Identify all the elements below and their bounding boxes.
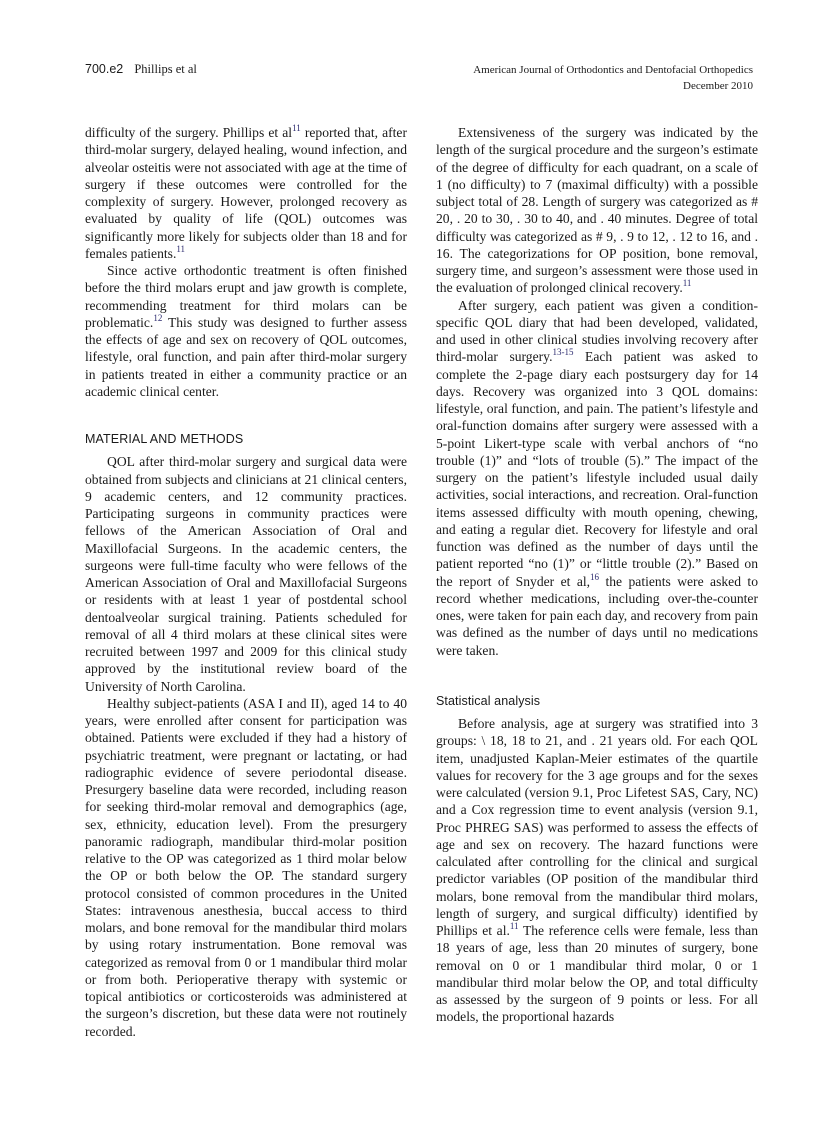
- paragraph: QOL after third-molar surgery and surgical data were obtained from subjects and clinicians at 21 clinical centers, 9 academic centers, and 12 community practices. Participating surgeons in community practices were fellows of the American Association of Oral and Maxillofacial Surgeons. In the academic centers, the surgeons were full-time faculty who were fellows of the American Association of Oral and Maxillofacial Surgeons or residents with at least 1 year of postdental school dentoalveolar surgical training. Patients scheduled for removal of all 4 third molars at these clinical sites were recruited between 1997 and 2009 for this clinical study approved by the institutional review board of the University of North Carolina.: [85, 454, 407, 694]
- page-number: 700.e2: [85, 62, 124, 76]
- running-header-left: [85, 62, 197, 77]
- issue-date: December 2010: [683, 80, 753, 92]
- paragraph: After surgery, each patient was given a condition-specific QOL diary that had been developed, validated, and used in other clinical studies involving recovery after third-molar surgery.$^{13-15}$ Each patient was asked to complete the 2-page diary each postsurgery day for 14 days. Recovery was organized into 3 QOL domains: lifestyle, oral function, and pain. The patient’s lifestyle and oral-function domains after surgery were assessed with a 5-point Likert-type scale with verbal anchors of “no trouble (1)” and “lots of trouble (5).” The impact of the surgery on the patient’s lifestyle included usual daily activities, social interactions, and recreation. Oral-function items assessed difficulty with mouth opening, chewing, and eating a regular diet. Recovery for lifestyle and oral function was defined as the number of days until the patient reported “no (1)” or “little trouble (2).” Based on the report of Snyder et al,$^{16}$ the patients were asked to record whether medications, including over-the-counter ones, were taken for pain each day, and recovery from pain was defined as the number of days until no medications were taken.: [436, 297, 758, 658]
- citation-link[interactable]: 11: [292, 123, 301, 133]
- running-authors: Phillips et al: [134, 62, 197, 76]
- citation-link[interactable]: 11: [682, 278, 692, 289]
- paragraph: Before analysis, age at surgery was stratified into 3 groups: \ 18, 18 to 21, and . 21 years old. For each QOL item, unadjusted Kaplan-Meier estimates of the quartile values for recovery for the 3 age groups and for the sexes were calculated (version 9.1, Proc Lifetest SAS, Cary, NC) and a Cox regression time to event analysis (version 9.1, Proc PHREG SAS) was performed to assess the effects of age and sex on recovery. The hazard functions were calculated after controlling for the clinical and surgical predictor variables (OP position of the mandibular third molars, bone removal from the mandibular third molars, length of surgery, and surgical difficulty) identified by Phillips et al.$^{11}$ The reference cells were female, less than 18 years of age, less than 20 minutes of surgery, bone removal on 0 or 1 mandibular third molar, 0 or 1 mandibular third molar below the OP, and total difficulty as assessed by the surgeon of 9 points or less. For all models, the proportional hazards: [436, 716, 759, 1025]
- paragraph: Since active orthodontic treatment is often finished before the third molars erupt and jaw growth is complete, recommending treatment for third molars can be problematic.$^{12}$ This study was designed to further assess the effects of age and sex on recovery of QOL outcomes, lifestyle, oral function, and pain after third-molar surgery in patients treated in either a community practice or an academic clinical center.: [85, 263, 407, 399]
- paragraph: Healthy subject-patients (ASA I and II), aged 14 to 40 years, were enrolled after consent for participation was obtained. Patients were excluded if they had a history of psychiatric treatment, were pregnant or lactating, or had radiographic evidence of severe periodontal disease. Presurgery baseline data were recorded, including reason for seeking third-molar removal and demographics (age, sex, ethnicity, education level). From the presurgery panoramic radiograph, mandibular third-molar position relative to the OP was categorized as 1 third molar below the OP or both below the OP. The standard surgery protocol consisted of common procedures in the United States: intravenous anesthesia, buccal access to third molars, and bone removal for the mandibular third molars by using rotary instrumentation. Bone removal was categorized as removal from 0 or 1 mandibular third molar or from both. Perioperative therapy with systemic or topical antibiotics or corticosteroids was administered at the surgeon’s discretion, but these data were not routinely recorded.: [85, 695, 407, 1039]
- citation-link[interactable]: 13-15: [552, 347, 574, 358]
- right-column: [436, 124, 758, 1026]
- citation-link[interactable]: 11: [509, 921, 519, 931]
- citation-link[interactable]: 11: [176, 243, 186, 254]
- paragraph: difficulty of the surgery. Phillips et $al^{11}$ reported that, after third-molar surgery, delayed healing, wound infection, and alveolar osteitis were not associated with age at the time of surgery if these outcomes were controlled for the complexity of surgery. However, prolonged recovery as evaluated by quality of life (QOL) outcomes was significantly more likely for subjects older than 18 and for females patients.$^{11}$: [85, 123, 407, 261]
- citation-link[interactable]: 12: [153, 312, 163, 323]
- journal-title: American Journal of Orthodontics and Dentofacial Orthopedics: [473, 64, 753, 76]
- left-column: [85, 124, 407, 1040]
- paragraph: Extensiveness of the surgery was indicated by the length of the surgical procedure and the surgeon’s estimate of the degree of difficulty for each quadrant, on a scale of 1 (no difficulty) to 7 (maximal difficulty) with a possible subject total of 28. Length of surgery was categorized as # 20, . 20 to 30, . 30 to 40, and . 40 minutes. Degree of total difficulty was categorized as # 9, . 9 to 12, . 12 to 16, and . 16. The categorizations for OP position, bone removal, surgery time, and surgeon’s assessment were those used in the evaluation of prolonged clinical recovery.$^{11}$: [436, 125, 758, 296]
- running-header-right: [473, 62, 753, 94]
- section-heading: MATERIAL AND METHODS: [85, 432, 244, 446]
- citation-link[interactable]: 16: [590, 571, 600, 582]
- subsection-heading: Statistical analysis: [436, 693, 541, 708]
